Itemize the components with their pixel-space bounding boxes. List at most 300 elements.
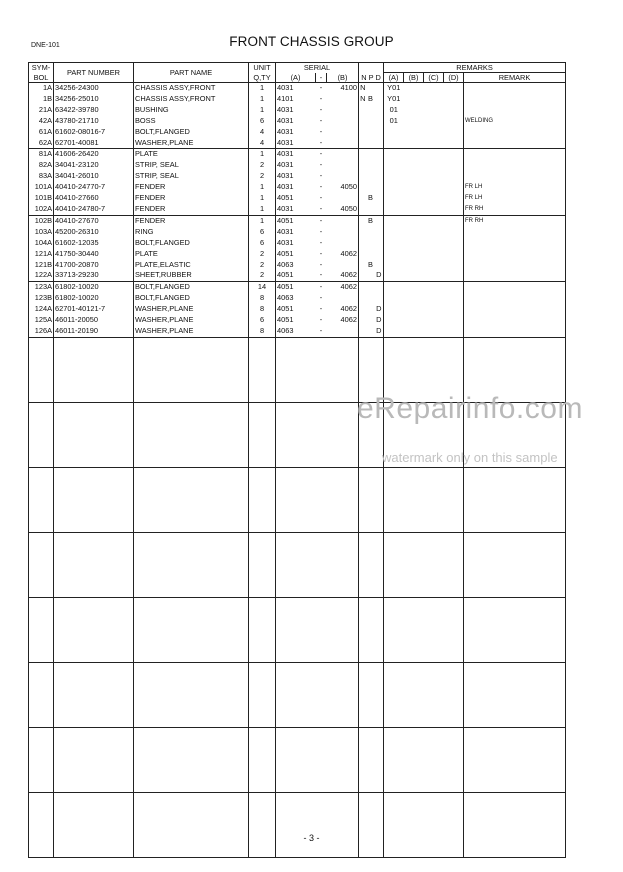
- cell-remark: FR RH: [464, 204, 566, 215]
- cell-rem-b: [404, 326, 424, 337]
- cell-serial-dash: -: [319, 126, 323, 136]
- cell-serial-dash: -: [319, 226, 323, 236]
- cell-part-name: FENDER: [134, 182, 249, 193]
- cell-part-number: 34041-26010: [54, 171, 134, 182]
- cell-rem-b: [404, 127, 424, 138]
- cell-remark: [464, 83, 566, 94]
- cell-rem-d: [444, 238, 464, 249]
- cell-part-name: SHEET,RUBBER: [134, 270, 249, 281]
- cell-rem-b: [404, 138, 424, 149]
- cell-rem-c: [424, 326, 444, 337]
- blank-cell: [464, 597, 566, 662]
- blank-cell: [249, 467, 276, 532]
- table-row: [29, 127, 566, 138]
- cell-p: B: [368, 93, 373, 103]
- blank-cell: [276, 532, 359, 597]
- cell-rem-b: [404, 193, 424, 204]
- cell-p: [367, 304, 375, 315]
- cell-serial-dash: -: [316, 215, 327, 226]
- cell-rem-d: [444, 138, 464, 149]
- table-row: [29, 171, 566, 182]
- blank-cell: [276, 662, 359, 727]
- cell-part-name: STRIP, SEAL: [134, 160, 249, 171]
- page-number: - 3 -: [303, 833, 320, 843]
- table-row: [29, 182, 566, 193]
- cell-p: [367, 83, 375, 94]
- cell-rem-a: [384, 204, 404, 215]
- blank-cell: [384, 662, 464, 727]
- cell-remark: [464, 105, 566, 116]
- blank-cell: [464, 662, 566, 727]
- cell-serial-b: [327, 171, 359, 182]
- cell-serial-dash: -: [319, 137, 323, 147]
- cell-rem-b: [404, 94, 424, 105]
- cell-serial-b: [327, 105, 359, 116]
- cell-symbol: 1A: [29, 83, 54, 94]
- cell-serial-dash: -: [319, 93, 323, 103]
- cell-remark: [464, 160, 566, 171]
- cell-n: N: [360, 83, 366, 92]
- blank-cell: [134, 597, 249, 662]
- cell-rem-b: [404, 116, 424, 127]
- cell-part-number: 34256-24300: [54, 83, 134, 94]
- cell-d: [375, 204, 384, 215]
- cell-symbol: 125A: [29, 315, 54, 326]
- cell-remark: FR LH: [464, 182, 566, 193]
- cell-part-number: 46011-20050: [54, 315, 134, 326]
- cell-serial-dash: -: [319, 325, 323, 335]
- table-row: [29, 149, 566, 160]
- cell-serial-a: 4101: [276, 94, 316, 105]
- blank-cell: [54, 337, 134, 402]
- table-row: [29, 304, 566, 315]
- table-row: [29, 249, 566, 260]
- cell-part-name: PLATE,ELASTIC: [134, 260, 249, 271]
- blank-cell: [134, 792, 249, 857]
- cell-symbol: 42A: [29, 116, 54, 127]
- cell-part-number: 62701-40081: [54, 138, 134, 149]
- cell-part-number: 40410-24770-7: [54, 182, 134, 193]
- cell-rem-b: [404, 293, 424, 304]
- cell-serial-b: 4050: [327, 182, 359, 193]
- table-row: [29, 138, 566, 149]
- cell-remark: [464, 260, 566, 271]
- cell-serial-a: 4031: [276, 227, 316, 238]
- cell-part-name: WASHER,PLANE: [134, 326, 249, 337]
- cell-remark: FR LH: [464, 193, 566, 204]
- cell-n: [359, 149, 367, 160]
- cell-n: N: [360, 93, 366, 103]
- cell-part-number: 40410-24780-7: [54, 204, 134, 215]
- cell-symbol: 101A: [29, 182, 54, 193]
- cell-serial-b: [327, 138, 359, 149]
- blank-cell: [276, 597, 359, 662]
- cell-d: [375, 105, 384, 116]
- blank-cell: [134, 467, 249, 532]
- cell-symbol: 121A: [29, 249, 54, 260]
- col-part-name-header: PART NAME: [134, 63, 249, 83]
- cell-serial-a: 4063: [276, 260, 316, 271]
- cell-rem-d: [444, 326, 464, 337]
- cell-part-name: BOSS: [134, 116, 249, 127]
- cell-rem-d: [444, 227, 464, 238]
- cell-n: [359, 227, 367, 238]
- cell-part-number: 41700-20870: [54, 260, 134, 271]
- cell-rem-d: [444, 160, 464, 171]
- cell-rem-c: [424, 204, 444, 215]
- cell-n: [359, 249, 367, 260]
- cell-part-number: 33713-29230: [54, 270, 134, 281]
- blank-cell: [249, 727, 276, 792]
- cell-rem-c: [424, 282, 444, 293]
- cell-part-name: STRIP, SEAL: [134, 171, 249, 182]
- cell-n: [359, 182, 367, 193]
- cell-symbol: 62A: [29, 138, 54, 149]
- blank-cell: [134, 337, 249, 402]
- cell-p: [367, 182, 375, 193]
- cell-qty: 2: [249, 171, 276, 182]
- cell-part-number: 34041-23120: [54, 160, 134, 171]
- cell-rem-a: Y01: [384, 94, 404, 105]
- cell-qty: 6: [249, 315, 276, 326]
- cell-serial-b: [327, 260, 359, 271]
- table-row: [29, 94, 566, 105]
- cell-p: [367, 204, 375, 215]
- cell-serial-a: 4031: [276, 116, 316, 127]
- cell-rem-c: [424, 149, 444, 160]
- cell-rem-a: [384, 138, 404, 149]
- cell-remark: FR RH: [464, 215, 566, 226]
- cell-rem-a: [384, 315, 404, 326]
- cell-serial-b: [327, 193, 359, 204]
- cell-d: [375, 160, 384, 171]
- blank-cell: [54, 727, 134, 792]
- blank-row-block: [29, 792, 566, 857]
- cell-n: [359, 105, 367, 116]
- watermark-subtext: watermark only on this sample: [382, 450, 558, 465]
- cell-part-name: BOLT,FLANGED: [134, 293, 249, 304]
- cell-n: [359, 171, 367, 182]
- cell-remark: [464, 326, 566, 337]
- cell-p: [367, 238, 375, 249]
- cell-rem-c: [424, 182, 444, 193]
- cell-p: [367, 282, 375, 293]
- cell-d: [375, 127, 384, 138]
- cell-serial-a: 4051: [276, 215, 316, 226]
- cell-n: [359, 270, 367, 281]
- table-row: [29, 215, 566, 226]
- cell-serial-a: 4031: [276, 138, 316, 149]
- cell-part-number: 63422-39780: [54, 105, 134, 116]
- col-rem-c-header: (C): [424, 73, 444, 83]
- cell-qty: 1: [249, 94, 276, 105]
- cell-rem-c: [424, 270, 444, 281]
- cell-symbol: 101B: [29, 193, 54, 204]
- blank-cell: [29, 662, 54, 727]
- cell-serial-b: 4062: [327, 249, 359, 260]
- cell-rem-d: [444, 293, 464, 304]
- cell-rem-a: [384, 304, 404, 315]
- col-serial-b-header: (B): [327, 73, 359, 83]
- cell-n: [359, 193, 367, 204]
- doc-code: DNE-101: [31, 42, 60, 49]
- cell-serial-dash: -: [319, 315, 323, 325]
- cell-d: [375, 282, 384, 293]
- cell-remark: [464, 238, 566, 249]
- cell-part-number: 45200-26310: [54, 227, 134, 238]
- cell-rem-a: [384, 326, 404, 337]
- cell-p: [367, 249, 375, 260]
- cell-qty: 6: [249, 238, 276, 249]
- cell-qty: 1: [249, 193, 276, 204]
- blank-row-block: [29, 662, 566, 727]
- blank-cell: [384, 727, 464, 792]
- cell-symbol: 21A: [29, 105, 54, 116]
- cell-rem-a: [384, 215, 404, 226]
- cell-n: [359, 315, 367, 326]
- cell-d: D: [375, 270, 384, 281]
- cell-part-number: 34256-25010: [54, 94, 134, 105]
- cell-serial-b: [327, 293, 359, 304]
- cell-serial-a: 4031: [276, 160, 316, 171]
- col-qty-header: Q,TY: [249, 73, 276, 83]
- cell-d: [375, 227, 384, 238]
- cell-p: B: [368, 193, 373, 203]
- cell-part-number: 62701-40121-7: [54, 304, 134, 315]
- cell-part-name: CHASSIS ASSY,FRONT: [134, 94, 249, 105]
- cell-rem-a: 01: [384, 105, 404, 116]
- cell-symbol: 104A: [29, 238, 54, 249]
- cell-part-name: CHASSIS ASSY,FRONT: [134, 83, 249, 94]
- cell-rem-c: [424, 293, 444, 304]
- cell-d: [375, 249, 384, 260]
- cell-serial-dash: -: [316, 83, 327, 94]
- col-serial-dash-header: -: [316, 73, 327, 83]
- cell-qty: 2: [249, 270, 276, 281]
- cell-rem-d: [444, 116, 464, 127]
- cell-qty: 8: [249, 304, 276, 315]
- blank-cell: [29, 792, 54, 857]
- cell-rem-b: [404, 83, 424, 94]
- cell-part-number: 61802-10020: [54, 293, 134, 304]
- col-npd-header: N P D: [359, 73, 384, 83]
- cell-rem-c: [424, 238, 444, 249]
- cell-rem-a: Y01: [384, 83, 404, 94]
- cell-p: [367, 171, 375, 182]
- cell-symbol: 121B: [29, 260, 54, 271]
- cell-n: [359, 160, 367, 171]
- cell-part-number: 41750-30440: [54, 249, 134, 260]
- cell-qty: 8: [249, 326, 276, 337]
- cell-serial-b: 4062: [327, 315, 359, 326]
- cell-remark: [464, 293, 566, 304]
- cell-d: D: [375, 304, 384, 315]
- blank-cell: [134, 402, 249, 467]
- cell-serial-b: [327, 326, 359, 337]
- cell-serial-a: 4031: [276, 182, 316, 193]
- watermark-text: eRepairinfo.com: [357, 392, 583, 425]
- table-row: [29, 238, 566, 249]
- cell-qty: 1: [249, 149, 276, 160]
- cell-rem-d: [444, 282, 464, 293]
- blank-cell: [54, 532, 134, 597]
- cell-serial-a: 4063: [276, 326, 316, 337]
- blank-cell: [464, 792, 566, 857]
- cell-symbol: 81A: [29, 149, 54, 160]
- cell-qty: 1: [249, 215, 276, 226]
- cell-serial-a: 4031: [276, 204, 316, 215]
- blank-row-block: [29, 597, 566, 662]
- cell-serial-b: [327, 215, 359, 226]
- table-row: [29, 270, 566, 281]
- table-row: [29, 193, 566, 204]
- blank-cell: [464, 532, 566, 597]
- blank-cell: [464, 467, 566, 532]
- cell-n: [359, 204, 367, 215]
- cell-rem-d: [444, 149, 464, 160]
- blank-row-block: [29, 467, 566, 532]
- cell-serial-dash: -: [319, 259, 323, 269]
- cell-d: [375, 116, 384, 127]
- col-symbol-header: SYM-: [29, 63, 54, 73]
- cell-rem-c: [424, 160, 444, 171]
- blank-cell: [384, 467, 464, 532]
- cell-remark: [464, 171, 566, 182]
- cell-rem-d: [444, 270, 464, 281]
- cell-serial-dash: -: [319, 248, 323, 258]
- cell-rem-d: [444, 249, 464, 260]
- blank-cell: [359, 792, 384, 857]
- blank-cell: [359, 597, 384, 662]
- cell-rem-a: [384, 193, 404, 204]
- cell-d: [375, 215, 384, 226]
- cell-serial-dash: -: [319, 304, 323, 314]
- cell-rem-b: [404, 227, 424, 238]
- cell-part-name: WASHER,PLANE: [134, 304, 249, 315]
- cell-p: [367, 116, 375, 127]
- table-body: [29, 83, 566, 858]
- cell-rem-a: [384, 249, 404, 260]
- cell-rem-d: [444, 105, 464, 116]
- blank-cell: [384, 597, 464, 662]
- cell-part-name: PLATE: [134, 249, 249, 260]
- cell-remark: [464, 94, 566, 105]
- col-remarks-header: REMARKS: [384, 63, 566, 73]
- cell-serial-dash: -: [319, 293, 323, 303]
- col-rem-a-header: (A): [384, 73, 404, 83]
- blank-cell: [54, 662, 134, 727]
- cell-d: [375, 238, 384, 249]
- blank-cell: [54, 402, 134, 467]
- cell-qty: 1: [249, 182, 276, 193]
- cell-serial-dash: -: [319, 270, 323, 280]
- cell-p: [367, 149, 375, 160]
- cell-rem-d: [444, 304, 464, 315]
- cell-serial-a: 4031: [276, 105, 316, 116]
- cell-p: B: [368, 259, 373, 269]
- cell-p: [367, 293, 375, 304]
- blank-cell: [29, 402, 54, 467]
- blank-cell: [54, 597, 134, 662]
- cell-remark: [464, 270, 566, 281]
- cell-qty: 1: [249, 83, 276, 94]
- cell-n: [359, 282, 367, 293]
- cell-d: [375, 149, 384, 160]
- table-row: [29, 204, 566, 215]
- cell-n: [359, 304, 367, 315]
- blank-cell: [276, 402, 359, 467]
- blank-row-block: [29, 727, 566, 792]
- cell-part-name: RING: [134, 227, 249, 238]
- cell-rem-d: [444, 94, 464, 105]
- cell-part-number: 43780-21710: [54, 116, 134, 127]
- table-row: [29, 160, 566, 171]
- cell-d: [375, 138, 384, 149]
- cell-remark: [464, 127, 566, 138]
- cell-serial-a: 4031: [276, 83, 316, 94]
- cell-rem-b: [404, 171, 424, 182]
- blank-cell: [359, 727, 384, 792]
- blank-cell: [249, 402, 276, 467]
- col-symbol-header-2: BOL: [29, 73, 54, 83]
- cell-serial-a: 4063: [276, 293, 316, 304]
- blank-cell: [29, 727, 54, 792]
- cell-remark: [464, 282, 566, 293]
- cell-rem-c: [424, 215, 444, 226]
- cell-serial-b: [327, 149, 359, 160]
- blank-cell: [29, 467, 54, 532]
- cell-rem-b: [404, 304, 424, 315]
- cell-rem-d: [444, 260, 464, 271]
- cell-d: [375, 83, 384, 94]
- blank-cell: [359, 467, 384, 532]
- table-row: [29, 293, 566, 304]
- cell-rem-b: [404, 315, 424, 326]
- blank-cell: [384, 792, 464, 857]
- cell-rem-a: [384, 293, 404, 304]
- cell-rem-c: [424, 171, 444, 182]
- cell-serial-dash: -: [319, 104, 323, 114]
- cell-part-name: WASHER,PLANE: [134, 315, 249, 326]
- cell-part-name: WASHER,PLANE: [134, 138, 249, 149]
- col-rem-d-header: (D): [444, 73, 464, 83]
- cell-serial-dash: -: [319, 237, 323, 247]
- cell-serial-a: 4051: [276, 315, 316, 326]
- cell-d: D: [375, 315, 384, 326]
- cell-part-name: FENDER: [134, 204, 249, 215]
- table-row: [29, 116, 566, 127]
- cell-serial-a: 4031: [276, 127, 316, 138]
- cell-qty: 4: [249, 127, 276, 138]
- cell-rem-c: [424, 105, 444, 116]
- cell-serial-a: 4051: [276, 193, 316, 204]
- blank-row-block: [29, 532, 566, 597]
- cell-rem-c: [424, 94, 444, 105]
- cell-n: [359, 293, 367, 304]
- blank-cell: [249, 792, 276, 857]
- cell-serial-dash: -: [319, 160, 323, 170]
- cell-serial-b: [327, 94, 359, 105]
- cell-rem-d: [444, 83, 464, 94]
- cell-serial-dash: -: [319, 203, 323, 213]
- cell-rem-c: [424, 127, 444, 138]
- cell-rem-d: [444, 182, 464, 193]
- cell-serial-b: 4100: [327, 83, 359, 94]
- cell-p: [367, 127, 375, 138]
- cell-part-number: 61802-10020: [54, 282, 134, 293]
- cell-rem-a: [384, 127, 404, 138]
- blank-cell: [384, 532, 464, 597]
